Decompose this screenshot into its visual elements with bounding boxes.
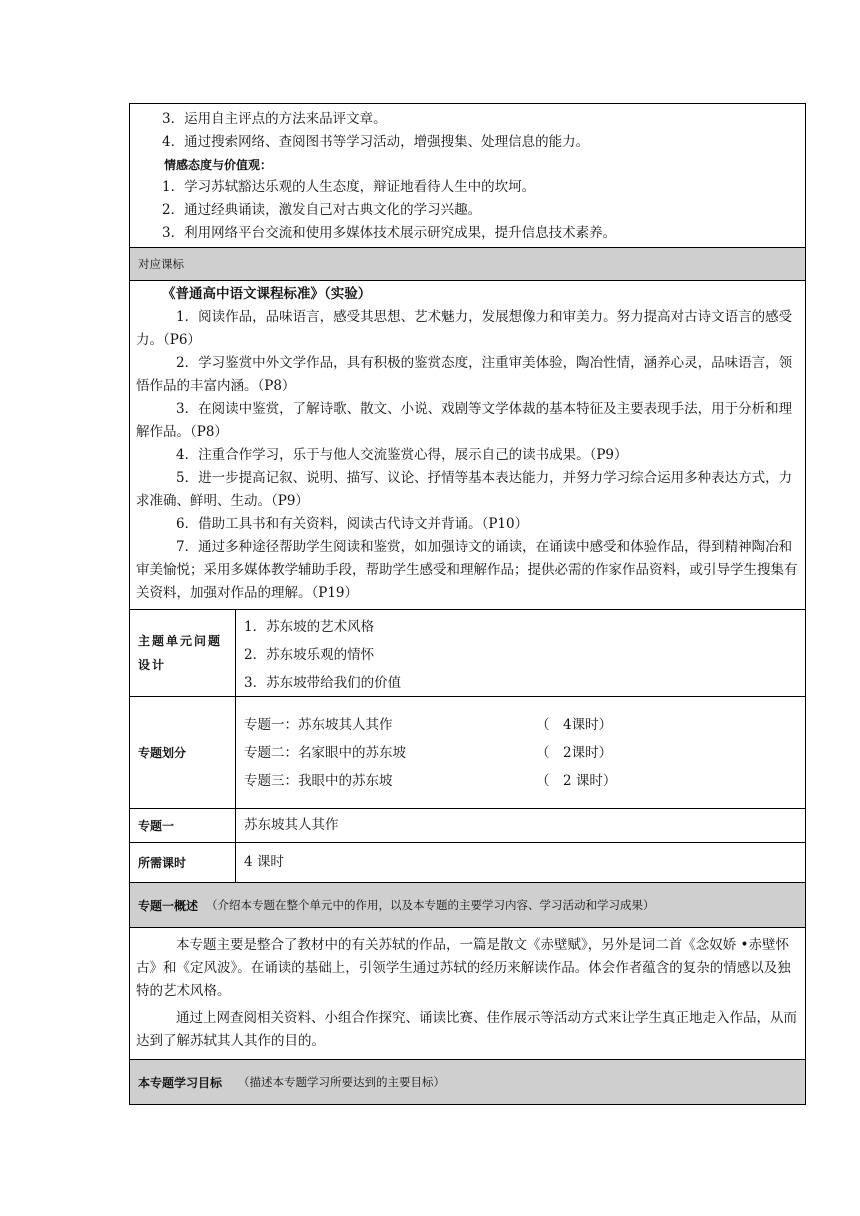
topic-hours: （ 2课时） (536, 745, 613, 761)
hours-value: 4 课时 (244, 854, 284, 870)
topic-name: 专题二：名家眼中的苏东坡 (244, 745, 406, 761)
unit-questions-row (130, 610, 805, 697)
standards-item: 6．借助工具书和有关资料，阅读古代诗文并背诵。（P10） (176, 516, 529, 532)
overview-label: 专题一概述 (138, 898, 199, 913)
lesson-plan-table (129, 103, 806, 1105)
attitude-heading: 情感态度与价值观： (164, 158, 273, 172)
goal-line: 4．通过搜索网络、查阅图书等学习活动，增强搜集、处理信息的能力。 (162, 134, 590, 150)
topics-label: 专题划分 (138, 746, 187, 760)
standards-item: 5．进一步提高记叙、说明、描写、议论、抒情等基本表达能力，并努力学习综合运用多种表达方式，力求准确、鲜明、生动。（P9） (136, 470, 793, 509)
objectives-header-row (130, 1060, 805, 1104)
objectives-note: （描述本专题学习所要达到的主要目标） (238, 1075, 446, 1089)
attitude-line: 2．通过经典诵读，激发自己对古典文化的学习兴趣。 (162, 202, 482, 218)
attitude-line: 3．利用网络平台交流和使用多媒体技术展示研究成果，提升信息技术素养。 (162, 225, 617, 241)
goals-section (130, 104, 805, 248)
objectives-label: 本专题学习目标 (138, 1075, 223, 1090)
standards-header-row (130, 248, 805, 281)
topic1-value: 苏东坡其人其作 (244, 817, 339, 833)
standards-item: 2．学习鉴赏中外文学作品，具有积极的鉴赏态度，注重审美体验，陶冶性情，涵养心灵，品味语言，领悟作品的丰富内涵。（P8） (136, 355, 793, 394)
hours-row (130, 843, 805, 883)
standards-item: 4．注重合作学习，乐于与他人交流鉴赏心得，展示自己的读书成果。（P9） (176, 447, 628, 463)
overview-section (130, 928, 805, 1060)
standards-title: 《普通高中语文课程标准》（实验） (162, 286, 372, 302)
topic-item (244, 767, 805, 795)
overview-paragraph: 本专题主要是整合了教材中的有关苏轼的作品，一篇是散文《赤壁赋》，另外是词二首《念奴娇 •赤壁怀古》和《定风波》。在诵读的基础上，引领学生通过苏轼的经历来解读作品。体会作者蕴含的复杂的情感以及独特的艺术风格。 (136, 937, 791, 999)
topic-hours: （ 4课时） (536, 717, 613, 733)
topic-item (244, 739, 805, 767)
topic1-row (130, 809, 805, 843)
overview-header-row (130, 883, 805, 928)
topic-name: 专题一：苏东坡其人其作 (244, 717, 393, 733)
overview-note: （介绍本专题在整个单元中的作用，以及本专题的主要学习内容、学习活动和学习成果） (206, 898, 655, 912)
standards-header: 对应课标 (138, 257, 184, 271)
standards-item: 3．在阅读中鉴赏，了解诗歌、散文、小说、戏剧等文学体裁的基本特征及主要表现手法，用于分析和理解作品。（P8） (136, 401, 793, 440)
overview-paragraph: 通过上网查阅相关资料、小组合作探究、诵读比赛、佳作展示等活动方式来让学生真正地走入作品，从而达到了解苏轼其人其作的目的。 (136, 1010, 797, 1049)
standards-item: 1．阅读作品，品味语言，感受其思想、艺术魅力，发展想像力和审美力。努力提高对古诗文语言的感受力。（P6） (136, 309, 793, 348)
topic1-label: 专题一 (138, 819, 175, 833)
topic-name: 专题三：我眼中的苏东坡 (244, 773, 393, 789)
unit-questions-label: 主题单元问题设计 (138, 634, 223, 672)
attitude-line: 1．学习苏轼豁达乐观的人生态度，辩证地看待人生中的坎坷。 (162, 179, 536, 195)
unit-question: 3．苏东坡带给我们的价值 (244, 675, 402, 691)
topic-item (244, 711, 805, 739)
unit-question: 2．苏东坡乐观的情怀 (244, 647, 375, 663)
standards-section (130, 281, 805, 610)
standards-item: 7．通过多种途径帮助学生阅读和鉴赏，如加强诗文的诵读，在诵读中感受和体验作品，得到精神陶冶和审美愉悦；采用多媒体教学辅助手段，帮助学生感受和理解作品；提供必需的作家作品资料，或引导学生搜集有关资料，加强对作品的理解。（P19） (136, 539, 798, 601)
hours-label: 所需课时 (138, 856, 187, 870)
topic-hours: （ 2 课时） (536, 773, 617, 789)
unit-question: 1．苏东坡的艺术风格 (244, 619, 375, 635)
goal-line: 3．运用自主评点的方法来品评文章。 (162, 111, 387, 127)
topics-row (130, 697, 805, 809)
